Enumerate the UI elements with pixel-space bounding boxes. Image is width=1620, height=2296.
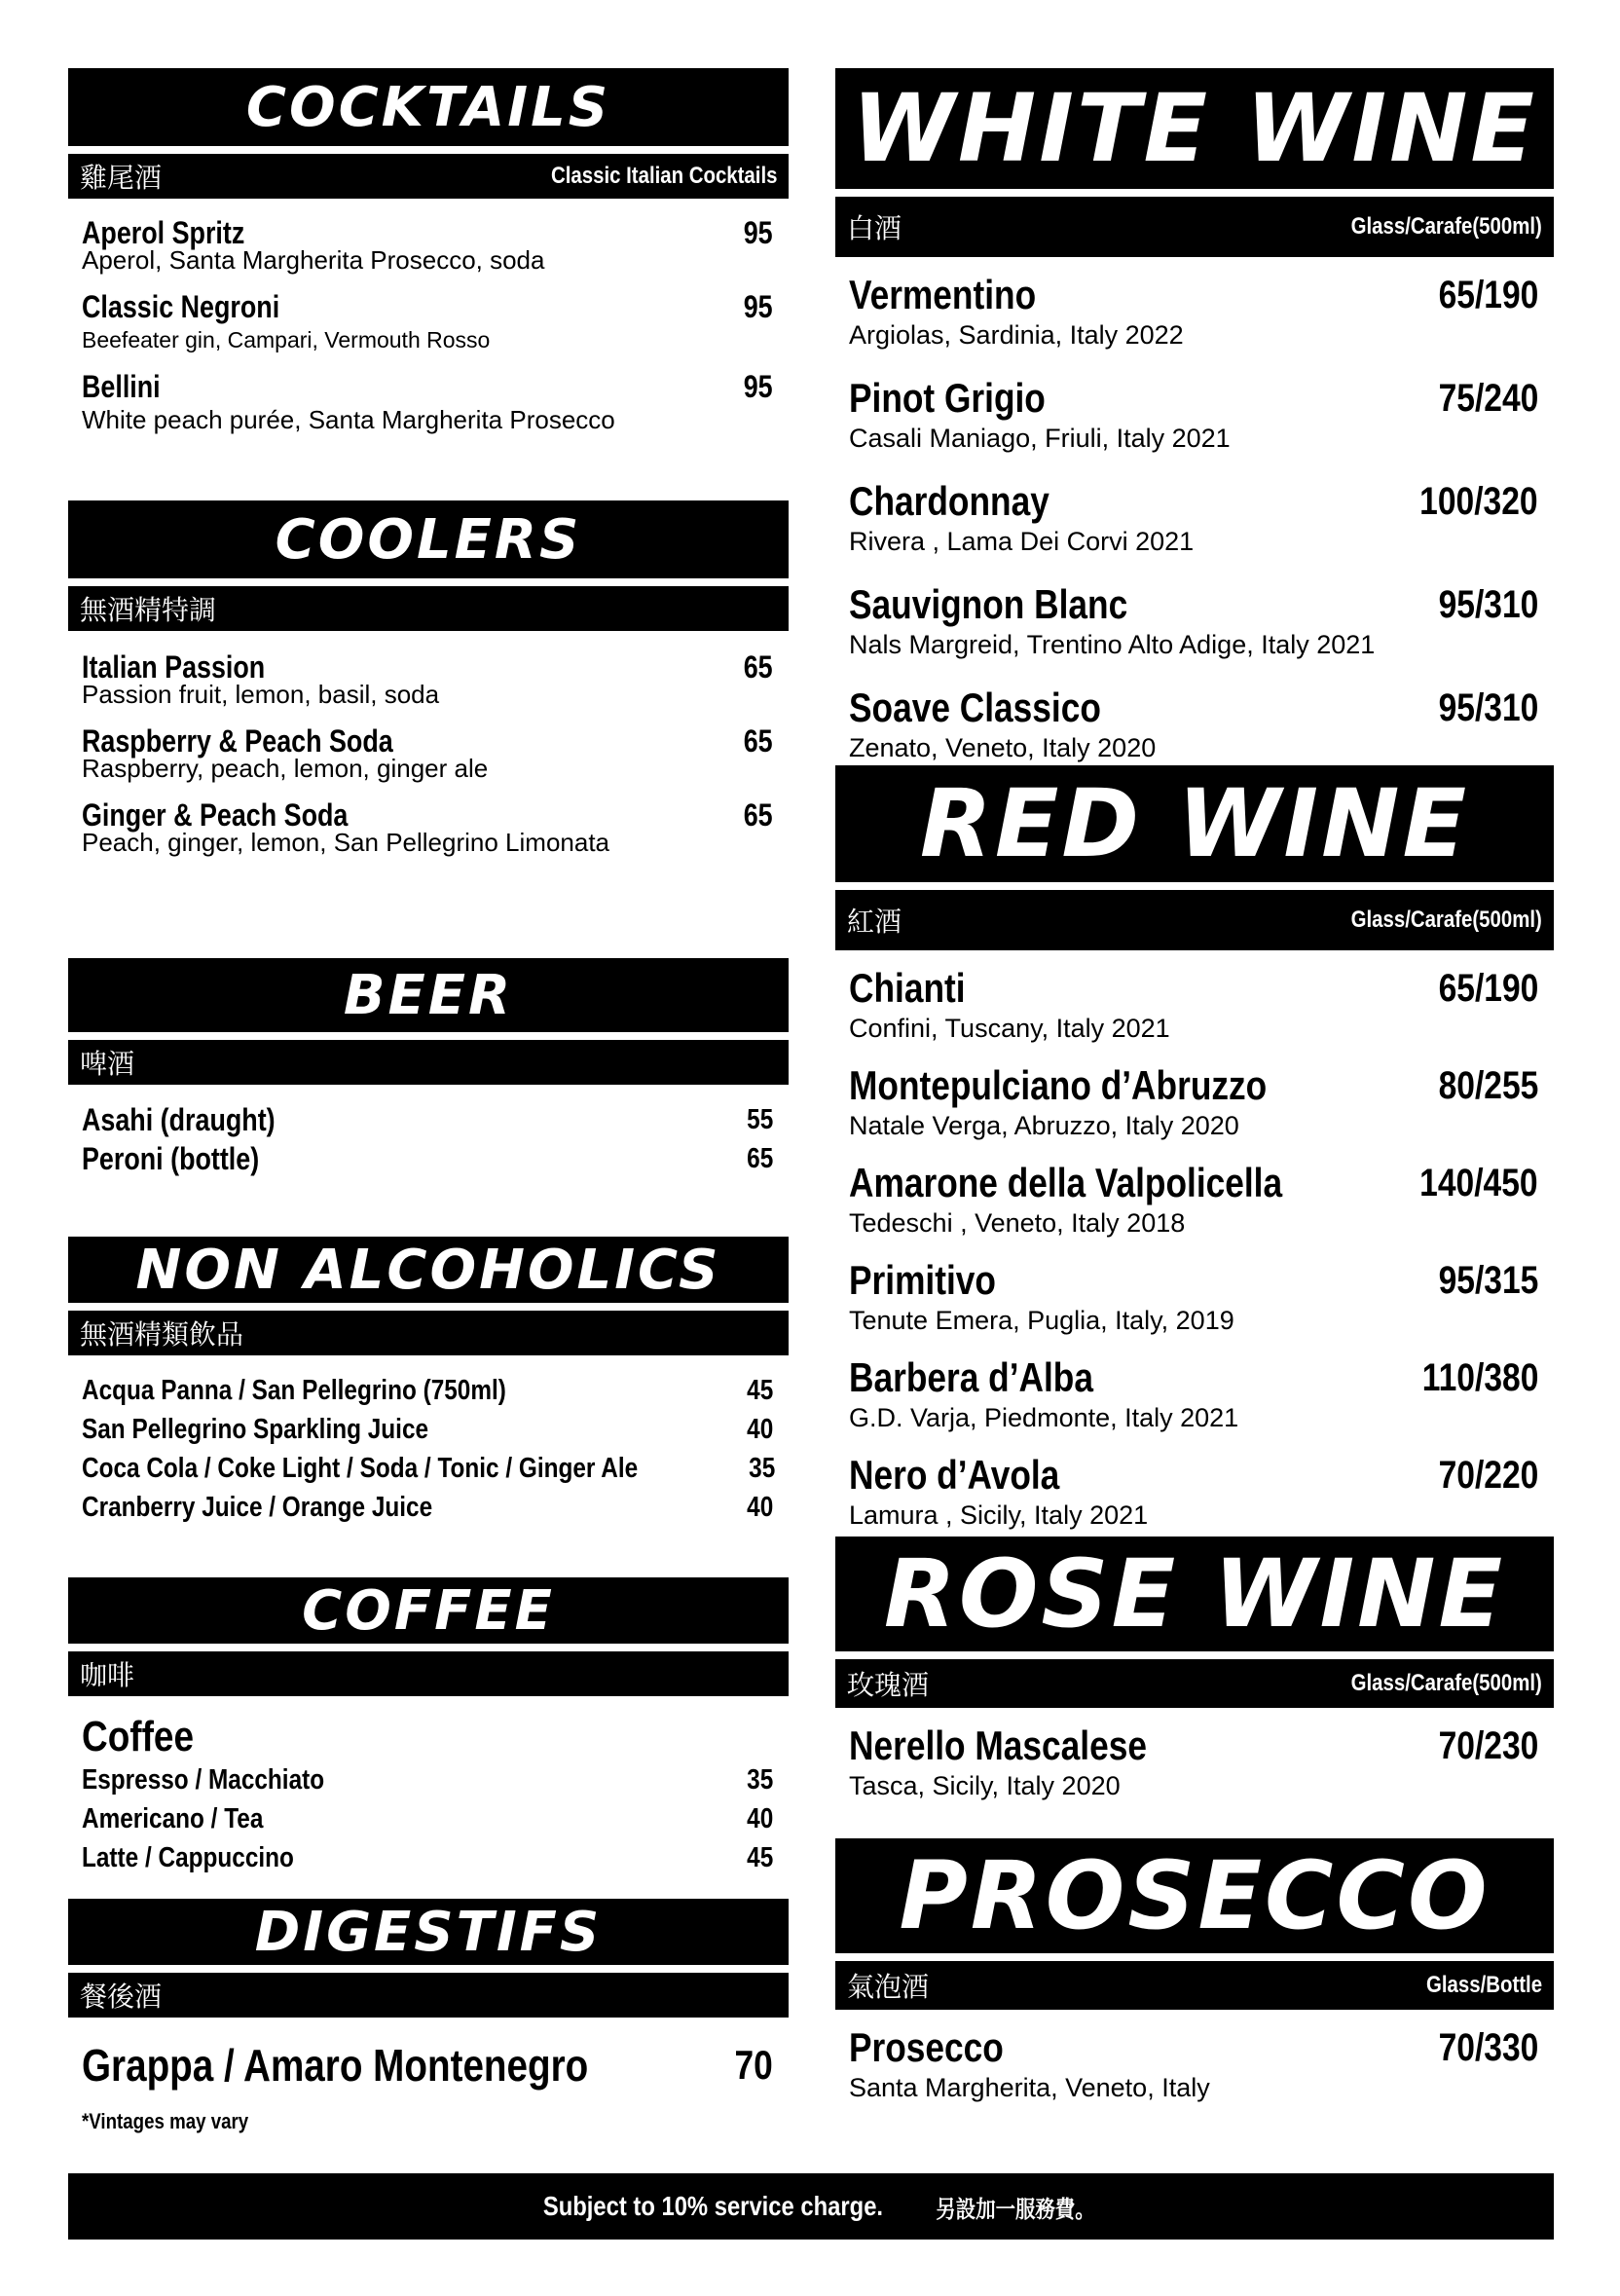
item-name: Amarone della Valpolicella — [849, 1160, 1283, 1205]
section-white-wine — [835, 68, 1554, 763]
item-name: Chardonnay — [849, 478, 1049, 524]
footer-text-zh: 另設加一服務費。 — [936, 2195, 1096, 2223]
section-note: Glass/Carafe(500ml) — [1350, 907, 1542, 933]
item-price: 70 — [734, 2042, 773, 2088]
item-desc: Tedeschi , Veneto, Italy 2018 — [849, 1208, 1186, 1238]
left-column — [68, 68, 789, 2133]
item-name: Acqua Panna / San Pellegrino (750ml) — [82, 1375, 506, 1406]
item-price: 65 — [744, 723, 773, 759]
item-price: 45 — [746, 1842, 773, 1873]
section-zh-label: 咖啡 — [80, 1659, 135, 1691]
item-name: Coca Cola / Coke Light / Soda / Tonic / Ginger Ale — [82, 1453, 639, 1484]
section-subbar — [68, 586, 789, 631]
item-name: Barbera d’Alba — [849, 1354, 1093, 1400]
service-charge-footer — [68, 2173, 1554, 2240]
section-subbar — [68, 1973, 789, 2018]
section-subbar — [68, 1651, 789, 1696]
item-name: Ginger & Peach Soda — [82, 797, 349, 833]
section-title: RED WINE — [835, 765, 1554, 882]
item-price: 65 — [744, 649, 773, 685]
menu-item — [82, 1373, 773, 1408]
item-desc: Rivera , Lama Dei Corvi 2021 — [849, 527, 1195, 556]
item-price: 35 — [746, 1764, 773, 1796]
item-price: 95 — [744, 369, 773, 404]
item-name: Cranberry Juice / Orange Juice — [82, 1492, 433, 1523]
item-price: 70/220 — [1438, 1454, 1538, 1497]
item-desc: Argiolas, Sardinia, Italy 2022 — [849, 320, 1184, 350]
item-price: 65/190 — [1438, 967, 1538, 1010]
wine-item — [849, 1722, 1538, 1801]
wine-item — [849, 1256, 1538, 1336]
section-note: Glass/Carafe(500ml) — [1350, 1670, 1542, 1696]
item-name: Asahi (draught) — [82, 1102, 276, 1137]
section-title: PROSECCO — [835, 1838, 1554, 1953]
item-name: Aperol Spritz — [82, 215, 245, 250]
item-name: Nero d’Avola — [849, 1452, 1060, 1498]
section-rose-wine — [835, 1537, 1554, 1825]
wine-item — [849, 580, 1538, 660]
item-price: 95/315 — [1438, 1259, 1538, 1302]
section-note: Glass/Bottle — [1425, 1972, 1542, 1998]
coffee-heading: Coffee — [82, 1713, 195, 1760]
item-desc: Zenato, Veneto, Italy 2020 — [849, 733, 1157, 762]
item-price: 65/190 — [1438, 274, 1538, 316]
item-price: 35 — [749, 1453, 776, 1484]
item-price: 95/310 — [1438, 583, 1538, 626]
section-title: NON ALCOHOLICS — [68, 1237, 789, 1303]
item-price: 140/450 — [1419, 1162, 1538, 1204]
menu-item — [82, 1451, 776, 1486]
item-desc: White peach purée, Santa Margherita Prosecco — [82, 405, 615, 434]
item-name: Latte / Cappuccino — [82, 1842, 294, 1873]
item-name: Primitivo — [849, 1257, 996, 1303]
menu-item — [82, 288, 773, 354]
menu-item — [82, 722, 773, 783]
item-name: Sauvignon Blanc — [849, 581, 1128, 627]
section-zh-label: 玫瑰酒 — [847, 1669, 930, 1701]
section-zh-label: 紅酒 — [847, 906, 902, 938]
item-desc: Tenute Emera, Puglia, Italy, 2019 — [849, 1306, 1234, 1335]
section-title: WHITE WINE — [835, 68, 1554, 189]
wine-item — [849, 1451, 1538, 1531]
item-name: Classic Negroni — [82, 289, 280, 324]
wine-item — [849, 964, 1538, 1044]
item-price: 65 — [746, 1143, 773, 1174]
section-title: DIGESTIFS — [68, 1899, 789, 1965]
section-subbar — [835, 1961, 1554, 2010]
item-name: Peroni (bottle) — [82, 1141, 260, 1176]
section-zh-label: 氣泡酒 — [847, 1971, 930, 2003]
section-note: Classic Italian Cocktails — [550, 163, 777, 189]
section-subbar — [68, 154, 789, 199]
item-name: Soave Classico — [849, 685, 1101, 730]
menu-item — [82, 1102, 773, 1137]
wine-item — [849, 684, 1538, 763]
item-desc: Raspberry, peach, lemon, ginger ale — [82, 754, 489, 783]
item-desc: Lamura , Sicily, Italy 2021 — [849, 1500, 1149, 1530]
section-title: COFFEE — [68, 1577, 789, 1644]
item-price: 40 — [746, 1414, 773, 1445]
menu-item — [82, 1762, 773, 1797]
item-desc: Confini, Tuscany, Italy 2021 — [849, 1014, 1170, 1043]
section-subbar — [835, 1659, 1554, 1708]
section-subbar — [68, 1311, 789, 1355]
section-subbar — [835, 197, 1554, 257]
item-desc: Beefeater gin, Campari, Vermouth Rosso — [82, 327, 491, 352]
item-name: Bellini — [82, 369, 161, 404]
item-price: 70/230 — [1438, 1724, 1538, 1767]
wine-item — [849, 374, 1538, 454]
menu-item — [82, 648, 773, 709]
wine-item — [849, 1061, 1538, 1141]
menu-item — [82, 1840, 773, 1875]
section-title: BEER — [68, 958, 789, 1032]
item-price: 110/380 — [1421, 1356, 1538, 1399]
item-desc: G.D. Varja, Piedmonte, Italy 2021 — [849, 1403, 1239, 1432]
item-price: 75/240 — [1438, 377, 1538, 420]
item-desc: Aperol, Santa Margherita Prosecco, soda — [82, 245, 545, 275]
section-zh-label: 無酒精類飲品 — [80, 1318, 244, 1351]
item-price: 40 — [746, 1803, 773, 1834]
section-coolers — [68, 500, 789, 870]
section-note: Glass/Carafe(500ml) — [1350, 213, 1542, 240]
item-name: Americano / Tea — [82, 1803, 264, 1834]
item-desc: Natale Verga, Abruzzo, Italy 2020 — [849, 1111, 1239, 1140]
item-name: Vermentino — [849, 272, 1037, 317]
item-price: 95 — [744, 289, 773, 324]
item-name: Pinot Grigio — [849, 375, 1046, 421]
item-price: 100/320 — [1419, 480, 1538, 523]
item-name: Grappa / Amaro Montenegro — [82, 2040, 589, 2091]
section-title: ROSE WINE — [835, 1537, 1554, 1651]
menu-item — [82, 796, 773, 857]
item-name: Italian Passion — [82, 649, 266, 685]
item-name: Prosecco — [849, 2024, 1004, 2070]
menu-item — [82, 1412, 773, 1447]
wine-item — [849, 477, 1538, 557]
item-price: 95 — [744, 215, 773, 250]
menu-item — [82, 368, 773, 434]
section-zh-label: 無酒精特調 — [80, 594, 217, 626]
item-price: 80/255 — [1438, 1064, 1538, 1107]
section-zh-label: 白酒 — [847, 212, 902, 244]
item-name: Montepulciano d’Abruzzo — [849, 1062, 1268, 1108]
item-price: 45 — [746, 1375, 773, 1406]
item-name: San Pellegrino Sparkling Juice — [82, 1414, 429, 1445]
section-cocktails — [68, 68, 789, 434]
section-non-alcoholics — [68, 1237, 789, 1529]
section-prosecco — [835, 1838, 1554, 2127]
menu-item — [82, 214, 773, 275]
item-desc: Nals Margreid, Trentino Alto Adige, Italy 2021 — [849, 630, 1376, 659]
item-desc: Passion fruit, lemon, basil, soda — [82, 680, 440, 709]
item-name: Raspberry & Peach Soda — [82, 723, 393, 759]
section-digestifs — [68, 1899, 789, 2134]
item-price: 65 — [744, 797, 773, 833]
item-desc: Peach, ginger, lemon, San Pellegrino Limonata — [82, 828, 610, 857]
section-coffee — [68, 1577, 789, 1879]
item-desc: Casali Maniago, Friuli, Italy 2021 — [849, 424, 1231, 453]
item-desc: Tasca, Sicily, Italy 2020 — [849, 1771, 1121, 1800]
item-price: 95/310 — [1438, 686, 1538, 729]
item-desc: Santa Margherita, Veneto, Italy — [849, 2073, 1210, 2102]
section-red-wine — [835, 765, 1554, 1548]
section-zh-label: 啤酒 — [80, 1048, 135, 1080]
wine-item — [849, 271, 1538, 351]
menu-item — [82, 1490, 773, 1525]
footer-text-en: Subject to 10% service charge. — [542, 2191, 883, 2221]
section-title: COOLERS — [68, 500, 789, 578]
wine-item — [849, 1159, 1538, 1239]
section-subbar — [68, 1040, 789, 1085]
menu-item — [82, 1801, 773, 1836]
wine-item — [849, 1353, 1538, 1433]
vintages-footnote: *Vintages may vary — [82, 2109, 249, 2133]
item-price: 55 — [746, 1104, 773, 1135]
menu-item — [82, 1141, 773, 1176]
menu-item — [82, 2039, 773, 2092]
item-name: Espresso / Macchiato — [82, 1764, 325, 1796]
section-title: COCKTAILS — [68, 68, 789, 146]
right-column — [835, 68, 1554, 2102]
section-beer — [68, 958, 789, 1180]
wine-item — [849, 2023, 1538, 2103]
section-zh-label: 雞尾酒 — [80, 162, 163, 194]
item-price: 40 — [746, 1492, 773, 1523]
item-name: Nerello Mascalese — [849, 1722, 1147, 1768]
item-price: 70/330 — [1438, 2026, 1538, 2069]
section-zh-label: 餐後酒 — [80, 1981, 163, 2013]
section-subbar — [835, 890, 1554, 950]
item-name: Chianti — [849, 965, 966, 1011]
